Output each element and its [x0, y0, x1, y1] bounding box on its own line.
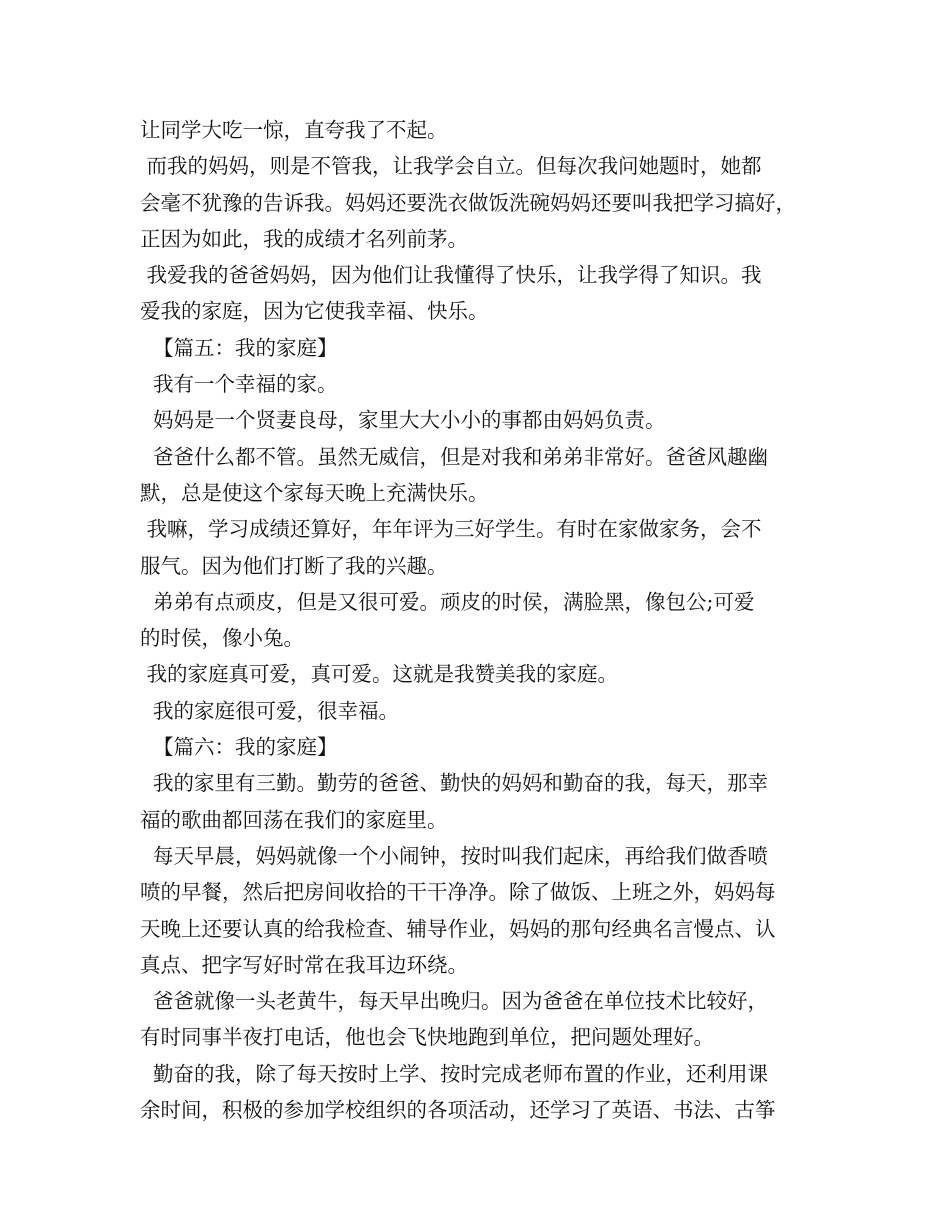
text-line: 让同学大吃一惊，直夸我了不起。 [140, 118, 448, 142]
text-line: 服气。因为他们打断了我的兴趣。 [140, 553, 448, 578]
text-line: 默，总是使这个家每天晚上充满快乐。 [140, 480, 489, 505]
text-line: 真点、把字写好时常在我耳边环绕。 [140, 952, 468, 977]
text-line: 会毫不犹豫的告诉我。妈妈还要洗衣做饭洗碗妈妈还要叫我把学习搞好， [140, 190, 796, 215]
text-line: 我爱我的爸爸妈妈，因为他们让我懂得了快乐，让我学得了知识。我 [140, 263, 762, 288]
text-line: 我的家庭真可爱，真可爱。这就是我赞美我的家庭。 [140, 662, 619, 687]
section-heading: 【篇五：我的家庭】 [140, 335, 338, 360]
text-line: 爸爸就像一头老黄牛，每天早出晚归。因为爸爸在单位技术比较好， [140, 989, 769, 1014]
text-line: 爱我的家庭，因为它使我幸福、快乐。 [140, 299, 489, 324]
text-line: 每天早晨，妈妈就像一个小闹钟，按时叫我们起床，再给我们做香喷 [140, 843, 769, 868]
text-line: 余时间，积极的参加学校组织的各项活动，还学习了英语、书法、古筝 [140, 1098, 776, 1123]
text-line: 爸爸什么都不管。虽然无威信，但是对我和弟弟非常好。爸爸风趣幽 [140, 444, 769, 469]
document-body [140, 112, 830, 1128]
text-line: 勤奋的我，除了每天按时上学、按时完成老师布置的作业，还利用课 [140, 1061, 769, 1086]
text-line: 而我的妈妈，则是不管我，让我学会自立。但每次我问她题时，她都 [140, 154, 762, 179]
text-line: 我嘛，学习成绩还算好，年年评为三好学生。有时在家做家务，会不 [140, 517, 762, 542]
text-line: 天晚上还要认真的给我检查、辅导作业，妈妈的那句经典名言慢点、认 [140, 916, 776, 941]
text-line: 的时侯，像小兔。 [140, 626, 304, 651]
section-heading: 【篇六：我的家庭】 [140, 735, 338, 760]
text-line: 妈妈是一个贤妻良母，家里大大小小的事都由妈妈负责。 [140, 408, 666, 433]
text-line: 弟弟有点顽皮，但是又很可爱。顽皮的时侯，满脸黑，像包公;可爱 [140, 589, 755, 614]
text-line: 我的家庭很可爱，很幸福。 [140, 698, 400, 723]
text-line: 我的家里有三勤。勤劳的爸爸、勤快的妈妈和勤奋的我，每天，那幸 [140, 771, 769, 796]
text-line: 正因为如此，我的成绩才名列前茅。 [140, 226, 468, 251]
text-line: 有时同事半夜打电话，他也会飞快地跑到单位，把问题处理好。 [140, 1025, 714, 1050]
text-line: 福的歌曲都回荡在我们的家庭里。 [140, 807, 448, 832]
text-line: 喷的早餐，然后把房间收拾的干干净净。除了做饭、上班之外，妈妈每 [140, 880, 776, 905]
text-line: 我有一个幸福的家。 [140, 372, 338, 397]
